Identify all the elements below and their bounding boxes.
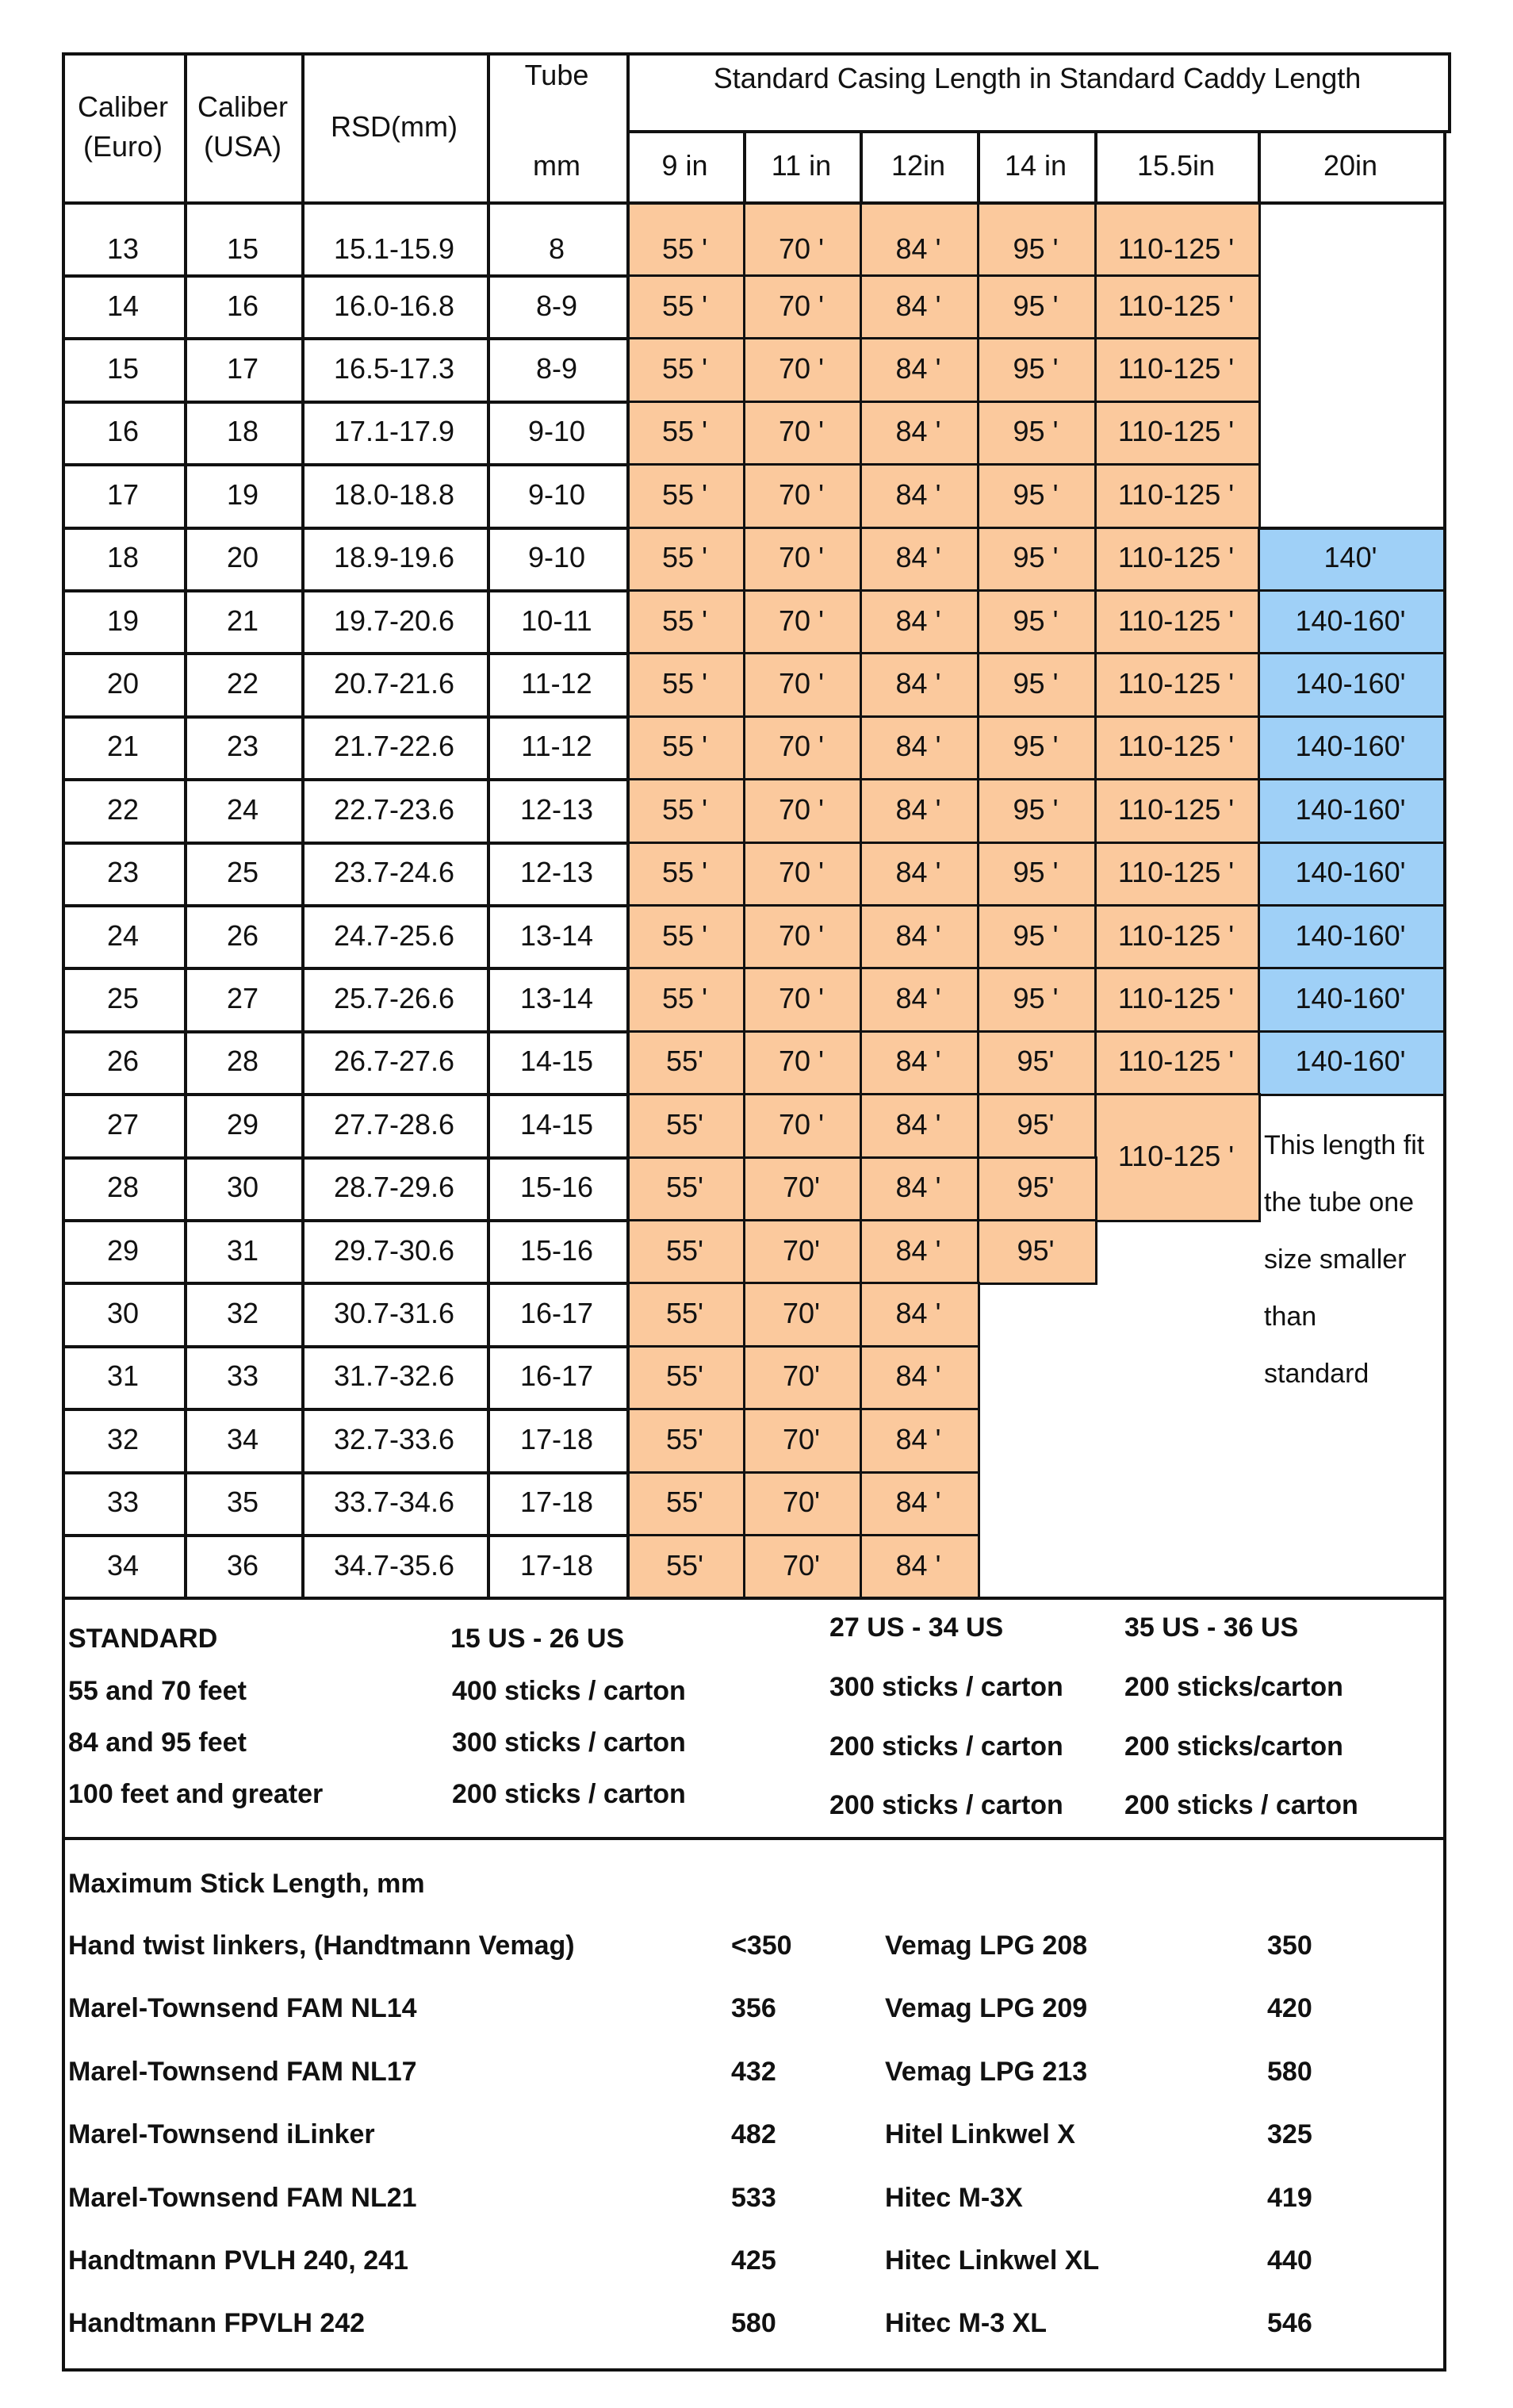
standard-range: 27 US - 34 US bbox=[829, 1612, 1004, 1643]
table-cell-l155: 110-125 ' bbox=[1117, 604, 1235, 637]
table-cell-l9: 55 ' bbox=[662, 667, 707, 700]
table-cell-l9: 55 ' bbox=[662, 289, 707, 322]
table-cell-usa: 33 bbox=[226, 1359, 259, 1393]
maxstick-border-top bbox=[62, 1837, 1446, 1840]
table-cell-l20: 140' bbox=[1323, 541, 1377, 574]
table-cell-rsd: 19.7-20.6 bbox=[333, 604, 455, 637]
table-cell-usa: 20 bbox=[226, 541, 259, 574]
standard-row-value: 200 sticks/carton bbox=[1124, 1731, 1343, 1762]
table-cell-l12: 84 ' bbox=[895, 1045, 941, 1078]
table-cell-l9: 55 ' bbox=[662, 918, 707, 952]
table-cell-l11: 70 ' bbox=[779, 1045, 824, 1078]
table-cell-l11: 70' bbox=[783, 1359, 820, 1393]
table-cell-euro: 20 bbox=[106, 667, 140, 700]
table-cell-l20: 140-160' bbox=[1295, 1045, 1406, 1078]
table-cell-l12: 84 ' bbox=[895, 1233, 941, 1267]
table-cell-usa: 18 bbox=[226, 415, 259, 448]
table-cell-rsd: 17.1-17.9 bbox=[333, 415, 455, 448]
table-cell-tube: 13-14 bbox=[519, 982, 594, 1015]
table-cell-tube: 14-15 bbox=[519, 1045, 594, 1078]
table-cell-l155: 110-125 ' bbox=[1117, 918, 1235, 952]
table-cell-l12: 84 ' bbox=[895, 982, 941, 1015]
note-20in-line: size smaller bbox=[1264, 1244, 1407, 1275]
standard-border-top bbox=[62, 1597, 1446, 1600]
maxstick-machine: Marel-Townsend FAM NL21 bbox=[68, 2182, 417, 2213]
table-cell-l9: 55' bbox=[666, 1359, 703, 1393]
maxstick-machine: Vemag LPG 208 bbox=[885, 1931, 1088, 1961]
table-cell-euro: 26 bbox=[106, 1045, 140, 1078]
table-cell-tube: 11-12 bbox=[521, 667, 592, 700]
maxstick-length: 482 bbox=[731, 2119, 776, 2150]
table-cell-rsd: 28.7-29.6 bbox=[333, 1171, 455, 1204]
table-border-right bbox=[1443, 130, 1446, 2368]
table-cell-l155: 110-125 ' bbox=[1117, 352, 1235, 385]
table-cell-usa: 27 bbox=[226, 982, 259, 1015]
table-cell-tube: 16-17 bbox=[519, 1297, 594, 1330]
table-cell-tube: 13-14 bbox=[519, 918, 594, 952]
table-cell-l14: 95 ' bbox=[1013, 856, 1059, 889]
header-border-right bbox=[1448, 52, 1451, 133]
header-tube: Tube bbox=[524, 59, 589, 91]
table-cell-l155: 110-125 ' bbox=[1117, 415, 1235, 448]
maxstick-length: 425 bbox=[731, 2245, 776, 2276]
maxstick-length: 432 bbox=[731, 2056, 776, 2087]
table-cell-l9: 55 ' bbox=[662, 477, 707, 511]
table-cell-usa: 34 bbox=[226, 1422, 259, 1455]
table-cell-l12: 84 ' bbox=[895, 918, 941, 952]
table-cell-l11: 70 ' bbox=[779, 477, 824, 511]
table-cell-rsd: 29.7-30.6 bbox=[333, 1233, 455, 1267]
table-cell-usa: 19 bbox=[226, 477, 259, 511]
table-cell-tube: 17-18 bbox=[519, 1548, 594, 1582]
header-caliber-usa-line: (USA) bbox=[204, 130, 282, 163]
table-cell-euro: 32 bbox=[106, 1422, 140, 1455]
table-cell-l14: 95 ' bbox=[1013, 982, 1059, 1015]
table-cell-l12: 84 ' bbox=[895, 232, 941, 265]
table-cell-euro: 30 bbox=[106, 1297, 140, 1330]
table-cell-rsd: 15.1-15.9 bbox=[333, 232, 455, 265]
table-cell-l11: 70 ' bbox=[779, 667, 824, 700]
header-standard-length: Standard Casing Length in Standard Caddy Length bbox=[713, 62, 1362, 94]
table-cell-usa: 29 bbox=[226, 1107, 259, 1141]
table-cell-tube: 14-15 bbox=[519, 1107, 594, 1141]
table-cell-l155: 110-125 ' bbox=[1117, 982, 1235, 1015]
table-cell-tube: 8-9 bbox=[535, 289, 578, 322]
table-cell-l11: 70' bbox=[783, 1297, 820, 1330]
header-caliber-euro bbox=[62, 52, 184, 201]
table-cell-usa: 36 bbox=[226, 1548, 259, 1582]
table-cell-l9: 55' bbox=[666, 1107, 703, 1141]
standard-row-value: 300 sticks / carton bbox=[829, 1672, 1063, 1703]
table-cell-tube: 8-9 bbox=[535, 352, 578, 385]
table-cell-l11: 70' bbox=[783, 1486, 820, 1519]
maxstick-machine: Hitec M-3X bbox=[885, 2182, 1023, 2213]
maxstick-machine: Hitel Linkwel X bbox=[885, 2119, 1075, 2150]
table-cell-l9: 55 ' bbox=[662, 232, 707, 265]
table-cell-l11: 70' bbox=[783, 1171, 820, 1204]
table-cell-euro: 31 bbox=[106, 1359, 140, 1393]
table-cell-l11: 70 ' bbox=[779, 541, 824, 574]
standard-row-value: 200 sticks / carton bbox=[452, 1779, 686, 1810]
table-cell-l12: 84 ' bbox=[895, 541, 941, 574]
maxstick-machine: Handtmann PVLH 240, 241 bbox=[68, 2245, 408, 2276]
table-cell-l12: 84 ' bbox=[895, 1171, 941, 1204]
table-cell-l12: 84 ' bbox=[895, 415, 941, 448]
table-cell-l12: 84 ' bbox=[895, 289, 941, 322]
note-20in-line: standard bbox=[1264, 1359, 1369, 1390]
table-cell-usa: 25 bbox=[226, 856, 259, 889]
table-cell-l9: 55' bbox=[666, 1297, 703, 1330]
maxstick-length: 533 bbox=[731, 2182, 776, 2213]
table-cell-l14: 95 ' bbox=[1013, 792, 1059, 826]
header-caddy-0: 9 in bbox=[661, 149, 708, 182]
table-cell-l14: 95' bbox=[1017, 1233, 1055, 1267]
table-cell-l11: 70 ' bbox=[779, 792, 824, 826]
table-cell-euro: 25 bbox=[106, 982, 140, 1015]
standard-row-value: 300 sticks / carton bbox=[452, 1727, 686, 1758]
table-cell-l155: 110-125 ' bbox=[1117, 477, 1235, 511]
maxstick-machine: Handtmann FPVLH 242 bbox=[68, 2308, 366, 2339]
maxstick-length: 419 bbox=[1267, 2182, 1312, 2213]
table-cell-l9: 55' bbox=[666, 1233, 703, 1267]
table-cell-rsd: 31.7-32.6 bbox=[333, 1359, 455, 1393]
table-cell-rsd: 18.9-19.6 bbox=[333, 541, 455, 574]
table-cell-euro: 33 bbox=[106, 1486, 140, 1519]
table-cell-l155: 110-125 ' bbox=[1117, 541, 1235, 574]
note-20in bbox=[1264, 1117, 1440, 1402]
standard-range: 15 US - 26 US bbox=[450, 1624, 625, 1655]
table-cell-l11: 70 ' bbox=[779, 730, 824, 763]
table-cell-tube: 15-16 bbox=[519, 1171, 594, 1204]
table-cell-euro: 27 bbox=[106, 1107, 140, 1141]
table-cell-l12: 84 ' bbox=[895, 792, 941, 826]
table-cell-l14: 95 ' bbox=[1013, 730, 1059, 763]
standard-row-label: 55 and 70 feet bbox=[68, 1676, 247, 1707]
table-cell-l12: 84 ' bbox=[895, 667, 941, 700]
table-cell-l155: 110-125 ' bbox=[1117, 730, 1235, 763]
table-cell-tube: 16-17 bbox=[519, 1359, 594, 1393]
table-cell-l20: 140-160' bbox=[1295, 982, 1406, 1015]
table-cell-l9: 55' bbox=[666, 1045, 703, 1078]
table-cell-l11: 70' bbox=[783, 1233, 820, 1267]
table-cell-rsd: 18.0-18.8 bbox=[333, 477, 455, 511]
table-cell-tube: 9-10 bbox=[527, 477, 586, 511]
maxstick-machine: Vemag LPG 209 bbox=[885, 1993, 1088, 2024]
table-cell-l11: 70 ' bbox=[779, 856, 824, 889]
table-cell-l20: 140-160' bbox=[1295, 856, 1406, 889]
table-cell-euro: 28 bbox=[106, 1171, 140, 1204]
standard-row-value: 200 sticks / carton bbox=[1124, 1790, 1358, 1821]
table-cell-euro: 14 bbox=[106, 289, 140, 322]
table-cell-l14: 95 ' bbox=[1013, 477, 1059, 511]
table-cell-l155: 110-125 ' bbox=[1117, 792, 1235, 826]
table-cell-tube: 17-18 bbox=[519, 1486, 594, 1519]
maxstick-length: 325 bbox=[1267, 2119, 1312, 2150]
table-cell-tube: 17-18 bbox=[519, 1422, 594, 1455]
table-cell-usa: 21 bbox=[226, 604, 259, 637]
table-cell-usa: 22 bbox=[226, 667, 259, 700]
table-cell-rsd: 16.5-17.3 bbox=[333, 352, 455, 385]
header-caliber-euro-line: Caliber bbox=[77, 90, 169, 123]
maxstick-machine: Marel-Townsend iLinker bbox=[68, 2119, 375, 2150]
table-cell-l9: 55 ' bbox=[662, 792, 707, 826]
table-cell-l11: 70' bbox=[783, 1548, 820, 1582]
table-cell-rsd: 32.7-33.6 bbox=[333, 1422, 455, 1455]
table-cell-l9: 55 ' bbox=[662, 730, 707, 763]
table-cell-l155: 110-125 ' bbox=[1117, 232, 1235, 265]
table-cell-l155-merged: 110-125 ' bbox=[1117, 1139, 1235, 1172]
header-caliber-usa bbox=[184, 52, 301, 201]
table-cell-l14: 95 ' bbox=[1013, 232, 1059, 265]
table-cell-rsd: 27.7-28.6 bbox=[333, 1107, 455, 1141]
table-cell-l20: 140-160' bbox=[1295, 604, 1406, 637]
table-cell-euro: 17 bbox=[106, 477, 140, 511]
table-cell-usa: 16 bbox=[226, 289, 259, 322]
table-cell-usa: 15 bbox=[226, 232, 259, 265]
table-cell-tube: 9-10 bbox=[527, 415, 586, 448]
table-cell-euro: 21 bbox=[106, 730, 140, 763]
table-cell-rsd: 21.7-22.6 bbox=[333, 730, 455, 763]
table-cell-rsd: 26.7-27.6 bbox=[333, 1045, 455, 1078]
table-cell-euro: 15 bbox=[106, 352, 140, 385]
table-cell-l14: 95 ' bbox=[1013, 415, 1059, 448]
standard-row-value: 200 sticks / carton bbox=[829, 1731, 1063, 1762]
table-cell-l11: 70' bbox=[783, 1422, 820, 1455]
table-cell-l9: 55 ' bbox=[662, 856, 707, 889]
table-cell-usa: 23 bbox=[226, 730, 259, 763]
note-20in-line: the tube one bbox=[1264, 1187, 1415, 1218]
note-20in-line: than bbox=[1264, 1302, 1317, 1332]
table-cell-usa: 30 bbox=[226, 1171, 259, 1204]
table-cell-tube: 15-16 bbox=[519, 1233, 594, 1267]
table-cell-l9: 55' bbox=[666, 1171, 703, 1204]
table-cell-rsd: 16.0-16.8 bbox=[333, 289, 455, 322]
table-cell-euro: 34 bbox=[106, 1548, 140, 1582]
table-cell-l11: 70 ' bbox=[779, 918, 824, 952]
standard-row-value: 200 sticks / carton bbox=[829, 1790, 1063, 1821]
table-cell-euro: 24 bbox=[106, 918, 140, 952]
table-cell-l155: 110-125 ' bbox=[1117, 856, 1235, 889]
header-caliber-usa-line: Caliber bbox=[197, 90, 289, 123]
table-cell-usa: 32 bbox=[226, 1297, 259, 1330]
table-cell-l9: 55' bbox=[666, 1422, 703, 1455]
header-caddy-5: 20in bbox=[1323, 149, 1378, 182]
table-cell-rsd: 30.7-31.6 bbox=[333, 1297, 455, 1330]
table-cell-rsd: 23.7-24.6 bbox=[333, 856, 455, 889]
standard-row-label: 100 feet and greater bbox=[68, 1779, 324, 1810]
table-cell-l11: 70 ' bbox=[779, 1107, 824, 1141]
table-cell-rsd: 34.7-35.6 bbox=[333, 1548, 455, 1582]
table-cell-l11: 70 ' bbox=[779, 352, 824, 385]
table-cell-l11: 70 ' bbox=[779, 289, 824, 322]
table-cell-euro: 13 bbox=[106, 232, 140, 265]
standard-heading: STANDARD bbox=[68, 1624, 218, 1655]
table-cell-l14: 95' bbox=[1017, 1107, 1055, 1141]
table-cell-euro: 18 bbox=[106, 541, 140, 574]
table-cell-tube: 12-13 bbox=[519, 792, 594, 826]
table-cell-usa: 17 bbox=[226, 352, 259, 385]
note-20in-line: This length fit bbox=[1264, 1130, 1425, 1161]
table-cell-l14: 95 ' bbox=[1013, 604, 1059, 637]
table-cell-l20: 140-160' bbox=[1295, 667, 1406, 700]
maxstick-length: 440 bbox=[1267, 2245, 1312, 2276]
table-cell-l11: 70 ' bbox=[779, 982, 824, 1015]
table-cell-tube: 12-13 bbox=[519, 856, 594, 889]
table-cell-l12: 84 ' bbox=[895, 856, 941, 889]
table-cell-rsd: 24.7-25.6 bbox=[333, 918, 455, 952]
table-cell-l9: 55 ' bbox=[662, 604, 707, 637]
table-cell-l11: 70 ' bbox=[779, 604, 824, 637]
table-cell-usa: 31 bbox=[226, 1233, 259, 1267]
table-cell-l9: 55 ' bbox=[662, 982, 707, 1015]
table-cell-euro: 16 bbox=[106, 415, 140, 448]
table-cell-l14: 95 ' bbox=[1013, 352, 1059, 385]
table-cell-tube: 11-12 bbox=[521, 730, 592, 763]
table-cell-l20: 140-160' bbox=[1295, 792, 1406, 826]
table-cell-l12: 84 ' bbox=[895, 477, 941, 511]
maxstick-length: 546 bbox=[1267, 2308, 1312, 2339]
table-cell-l14: 95 ' bbox=[1013, 918, 1059, 952]
table-cell-l9: 55 ' bbox=[662, 352, 707, 385]
table-cell-l155: 110-125 ' bbox=[1117, 1045, 1235, 1078]
maxstick-machine: Marel-Townsend FAM NL17 bbox=[68, 2056, 417, 2087]
header-caddy-1: 11 in bbox=[771, 149, 832, 182]
table-cell-euro: 23 bbox=[106, 856, 140, 889]
table-cell-l12: 84 ' bbox=[895, 1486, 941, 1519]
table-cell-l12: 84 ' bbox=[895, 730, 941, 763]
table-cell-tube: 10-11 bbox=[521, 604, 592, 637]
table-cell-l12: 84 ' bbox=[895, 1548, 941, 1582]
table-cell-l14: 95 ' bbox=[1013, 667, 1059, 700]
table-cell-rsd: 22.7-23.6 bbox=[333, 792, 455, 826]
standard-row-label: 84 and 95 feet bbox=[68, 1727, 247, 1758]
table-cell-l9: 55' bbox=[666, 1548, 703, 1582]
table-cell-l14: 95 ' bbox=[1013, 541, 1059, 574]
table-cell-usa: 35 bbox=[226, 1486, 259, 1519]
table-cell-l155: 110-125 ' bbox=[1117, 289, 1235, 322]
header-caddy-4: 15.5in bbox=[1136, 149, 1216, 182]
table-cell-l155: 110-125 ' bbox=[1117, 667, 1235, 700]
standard-row-value: 200 sticks/carton bbox=[1124, 1672, 1343, 1703]
maxstick-length: 356 bbox=[731, 1993, 776, 2024]
table-cell-l11: 70 ' bbox=[779, 232, 824, 265]
maxstick-machine: Marel-Townsend FAM NL14 bbox=[68, 1993, 417, 2024]
header-caddy-2: 12in bbox=[891, 149, 946, 182]
header-border-bottom bbox=[62, 201, 1446, 205]
table-cell-l11: 70 ' bbox=[779, 415, 824, 448]
maxstick-length: 350 bbox=[1267, 1931, 1312, 1961]
maxstick-length: 580 bbox=[1267, 2056, 1312, 2087]
table-cell-l14: 95' bbox=[1017, 1171, 1055, 1204]
header-rsd: RSD(mm) bbox=[331, 110, 458, 143]
maxstick-machine: Hitec Linkwel XL bbox=[885, 2245, 1100, 2276]
table-cell-l20: 140-160' bbox=[1295, 730, 1406, 763]
header-tube-unit: mm bbox=[533, 149, 580, 182]
table-cell-usa: 28 bbox=[226, 1045, 259, 1078]
table-cell-rsd: 33.7-34.6 bbox=[333, 1486, 455, 1519]
table-cell-l12: 84 ' bbox=[895, 1107, 941, 1141]
table-cell-tube: 9-10 bbox=[527, 541, 586, 574]
table-cell-usa: 26 bbox=[226, 918, 259, 952]
table-cell-tube: 8 bbox=[548, 232, 565, 265]
maxstick-machine: Hand twist linkers, (Handtmann Vemag) bbox=[68, 1931, 575, 1961]
table-cell-l14: 95' bbox=[1017, 1045, 1055, 1078]
maxstick-machine: Hitec M-3 XL bbox=[885, 2308, 1048, 2339]
table-cell-l12: 84 ' bbox=[895, 1422, 941, 1455]
table-cell-l12: 84 ' bbox=[895, 1297, 941, 1330]
table-cell-l12: 84 ' bbox=[895, 604, 941, 637]
table-cell-rsd: 25.7-26.6 bbox=[333, 982, 455, 1015]
table-cell-l20: 140-160' bbox=[1295, 918, 1406, 952]
table-border-bottom bbox=[62, 2368, 1446, 2372]
table-cell-euro: 29 bbox=[106, 1233, 140, 1267]
maxstick-length: 580 bbox=[731, 2308, 776, 2339]
table-cell-l12: 84 ' bbox=[895, 1359, 941, 1393]
maxstick-machine: Vemag LPG 213 bbox=[885, 2056, 1088, 2087]
maxstick-length: 420 bbox=[1267, 1993, 1312, 2024]
table-cell-l14: 95 ' bbox=[1013, 289, 1059, 322]
standard-range: 35 US - 36 US bbox=[1124, 1612, 1299, 1643]
table-cell-l9: 55' bbox=[666, 1486, 703, 1519]
table-cell-euro: 22 bbox=[106, 792, 140, 826]
header-caliber-euro-line: (Euro) bbox=[82, 130, 163, 163]
table-cell-euro: 19 bbox=[106, 604, 140, 637]
maxstick-length: <350 bbox=[731, 1931, 792, 1961]
standard-row-value: 400 sticks / carton bbox=[452, 1676, 686, 1707]
maxstick-heading: Maximum Stick Length, mm bbox=[68, 1869, 425, 1899]
table-cell-l12: 84 ' bbox=[895, 352, 941, 385]
table-cell-l9: 55 ' bbox=[662, 415, 707, 448]
table-cell-rsd: 20.7-21.6 bbox=[333, 667, 455, 700]
table-cell-usa: 24 bbox=[226, 792, 259, 826]
header-caddy-3: 14 in bbox=[1004, 149, 1067, 182]
table-cell-l9: 55 ' bbox=[662, 541, 707, 574]
